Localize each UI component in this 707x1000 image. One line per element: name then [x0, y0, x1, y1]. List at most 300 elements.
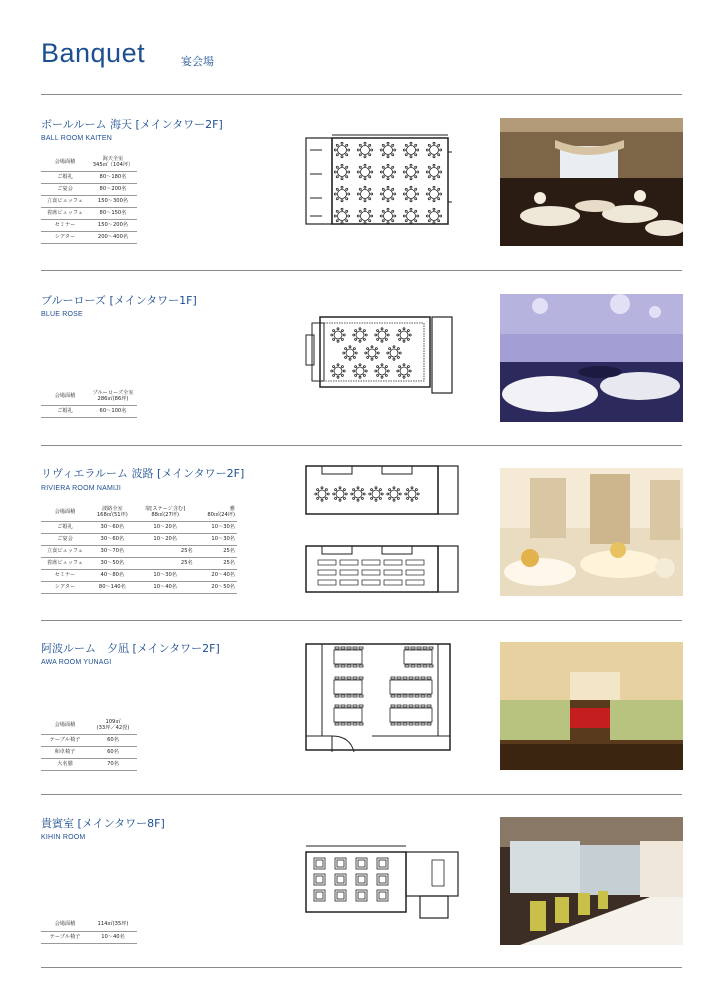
round-table [407, 190, 416, 199]
chair [389, 489, 391, 491]
chair [348, 149, 350, 151]
chair [333, 338, 335, 340]
table [337, 876, 344, 883]
chair [403, 723, 407, 725]
chair [333, 330, 335, 332]
round-table [407, 212, 416, 221]
table-header-label: 会場面積 [41, 153, 89, 172]
chair [341, 164, 343, 166]
photo-namiji [500, 468, 683, 596]
chair [405, 176, 407, 178]
chair [438, 210, 440, 212]
row-value: 80〜200名 [89, 184, 137, 196]
chair [363, 374, 365, 376]
round-table [384, 212, 393, 221]
chair [391, 695, 395, 697]
chair [428, 198, 430, 200]
round-table [407, 146, 416, 155]
chair [387, 178, 389, 180]
chair [336, 188, 338, 190]
floor-plan-kaiten [302, 132, 452, 234]
chair [359, 328, 361, 330]
chair [335, 665, 339, 667]
row-value: 40〜80名 [89, 570, 136, 582]
capacity-table-namiji [41, 503, 237, 594]
row-value: 10〜40名 [89, 931, 137, 943]
chair [353, 705, 357, 707]
chair [367, 348, 369, 350]
chair [359, 166, 361, 168]
chair [392, 188, 394, 190]
round-table [338, 168, 347, 177]
chair [364, 142, 366, 144]
row-value: 60名 [89, 747, 137, 759]
row-value: 70名 [89, 759, 137, 771]
chair [440, 149, 442, 151]
chair [375, 487, 377, 489]
round-table [361, 146, 370, 155]
divider [41, 620, 682, 621]
chair [415, 723, 419, 725]
chair [369, 220, 371, 222]
chair [369, 166, 371, 168]
col-name: 扉[ステージ含む] [145, 505, 186, 512]
classroom-table [318, 580, 336, 585]
chair [403, 695, 407, 697]
chair [349, 358, 351, 360]
chair [353, 489, 355, 491]
chair [353, 370, 355, 372]
chair [391, 705, 395, 707]
chair [415, 705, 419, 707]
chair [382, 198, 384, 200]
chair [438, 144, 440, 146]
chair [405, 647, 409, 649]
chair [359, 364, 361, 366]
chair [337, 340, 339, 342]
row-label: 立食ビュッフェ [41, 546, 89, 558]
classroom-table [406, 580, 424, 585]
chair [433, 208, 435, 210]
round-table [430, 212, 439, 221]
chair [353, 348, 355, 350]
col-name: 波路全室 [101, 505, 123, 512]
chair [397, 489, 399, 491]
chair [334, 149, 336, 151]
chair [359, 154, 361, 156]
chair [335, 489, 337, 491]
col-size: 80㎡(24坪) [207, 512, 235, 518]
chair [364, 164, 366, 166]
chair [367, 356, 369, 358]
table-row [41, 931, 137, 943]
chair [355, 338, 357, 340]
area-name: 海天全室 [102, 155, 124, 162]
floor-plan-namiji [302, 462, 462, 600]
table-header-row [41, 153, 137, 172]
chair [381, 493, 383, 495]
chair [440, 215, 442, 217]
chair [427, 723, 431, 725]
round-table [334, 331, 342, 339]
chair [380, 171, 382, 173]
table-header-row [41, 387, 137, 406]
chair [438, 154, 440, 156]
row-value: 80〜140名 [89, 582, 136, 594]
round-table [361, 168, 370, 177]
divider [41, 94, 682, 95]
row-label: 着席ビュッフェ [41, 208, 89, 220]
chair [359, 220, 361, 222]
floor-plan-yunagi [302, 640, 454, 760]
chair [345, 493, 347, 495]
chair [410, 200, 412, 202]
chair [336, 198, 338, 200]
chair [341, 178, 343, 180]
chair [357, 171, 359, 173]
table-row [41, 759, 137, 771]
chair [397, 348, 399, 350]
chair [377, 366, 379, 368]
area-size: 114㎡(35坪) [89, 917, 137, 931]
chair [380, 193, 382, 195]
chair [407, 338, 409, 340]
chair [371, 193, 373, 195]
table-header-value [89, 387, 137, 406]
chair [397, 705, 401, 707]
chair [438, 176, 440, 178]
chair [359, 665, 363, 667]
photo-yunagi [500, 642, 683, 770]
chair [426, 171, 428, 173]
chair [333, 493, 335, 495]
chair [405, 144, 407, 146]
chair [415, 188, 417, 190]
chair [410, 178, 412, 180]
chair [336, 220, 338, 222]
chair [357, 149, 359, 151]
row-label: 着席ビュッフェ [41, 558, 89, 570]
chair [429, 647, 433, 649]
table-row [41, 208, 137, 220]
chair [371, 489, 373, 491]
classroom-table [340, 580, 358, 585]
chair [347, 695, 351, 697]
chair [321, 487, 323, 489]
table [316, 892, 323, 899]
table [358, 860, 365, 867]
chair [369, 198, 371, 200]
chair [364, 208, 366, 210]
chair [317, 497, 319, 499]
chair [433, 178, 435, 180]
capacity-table-blue-rose [41, 387, 137, 418]
chair [353, 677, 357, 679]
chair [409, 677, 413, 679]
round-table [408, 490, 416, 498]
round-table [378, 367, 386, 375]
chair [337, 376, 339, 378]
row-label: シアター [41, 582, 89, 594]
chair [391, 677, 395, 679]
classroom-table [340, 570, 358, 575]
chair [357, 487, 359, 489]
table [358, 892, 365, 899]
chair [417, 193, 419, 195]
row-value: 10〜20名 [136, 534, 195, 546]
classroom-table [362, 570, 380, 575]
photo-kihin [500, 817, 683, 945]
chair [361, 497, 363, 499]
chair [369, 493, 371, 495]
round-table [430, 146, 439, 155]
table-row [41, 917, 137, 931]
chair [341, 200, 343, 202]
chair [417, 149, 419, 151]
chair [341, 647, 345, 649]
page-title: Banquet [41, 38, 146, 68]
round-table [346, 349, 354, 357]
chair [407, 374, 409, 376]
chair [405, 188, 407, 190]
round-table [336, 490, 344, 498]
chair [403, 376, 405, 378]
chair [345, 348, 347, 350]
chair [365, 334, 367, 336]
area-name: ブルーローズ全室 [92, 389, 134, 396]
chair [387, 200, 389, 202]
table-header-label: 会場面積 [41, 917, 89, 931]
chair [409, 705, 413, 707]
chair [336, 144, 338, 146]
chair [440, 193, 442, 195]
chair [341, 695, 345, 697]
chair [411, 487, 413, 489]
room-subtitle-namiji: RIVIERA ROOM NAMIJI [41, 485, 122, 492]
round-table [384, 168, 393, 177]
chair [359, 695, 363, 697]
chair [399, 352, 401, 354]
chair [359, 198, 361, 200]
row-label: ご婚礼 [41, 406, 89, 418]
chair [359, 210, 361, 212]
chair [347, 677, 351, 679]
chair [355, 374, 357, 376]
chair [335, 705, 339, 707]
chair [410, 156, 412, 158]
chair [375, 370, 377, 372]
room-title-blue-rose: ブルーローズ [メインタワー1F] [41, 294, 197, 307]
chair [405, 220, 407, 222]
col-name: 雅 [229, 505, 235, 512]
chair [387, 352, 389, 354]
chair [410, 164, 412, 166]
divider [41, 445, 682, 446]
row-value: 80〜150名 [89, 208, 137, 220]
capacity-table-yunagi [41, 716, 137, 771]
row-value: 10〜30名 [195, 522, 237, 534]
table-row [41, 232, 137, 244]
chair [387, 370, 389, 372]
chair [411, 665, 415, 667]
chair [387, 156, 389, 158]
capacity-table-kihin [41, 917, 137, 944]
chair [341, 374, 343, 376]
chair [353, 356, 355, 358]
table-row [41, 735, 137, 747]
chair [409, 723, 413, 725]
table-row [41, 747, 137, 759]
chair [359, 144, 361, 146]
chair [346, 166, 348, 168]
round-table [356, 331, 364, 339]
chair [353, 647, 357, 649]
chair [341, 156, 343, 158]
chair [353, 695, 357, 697]
row-label: シアター [41, 232, 89, 244]
row-value: 10〜20名 [136, 522, 195, 534]
round-table [338, 190, 347, 199]
chair [343, 489, 345, 491]
chair [331, 370, 333, 372]
divider [41, 270, 682, 271]
chair [371, 497, 373, 499]
capacity-table-kaiten [41, 153, 137, 244]
chair [399, 493, 401, 495]
table-row [41, 406, 137, 418]
chair [433, 164, 435, 166]
chair [380, 215, 382, 217]
chair [426, 193, 428, 195]
room-subtitle-kihin: KIHIN ROOM [41, 834, 86, 841]
chair [346, 144, 348, 146]
chair [341, 366, 343, 368]
round-table [361, 212, 370, 221]
round-table [384, 190, 393, 199]
row-value: 30〜60名 [89, 534, 136, 546]
table-row [41, 196, 137, 208]
chair [411, 647, 415, 649]
chair [333, 374, 335, 376]
chair [392, 176, 394, 178]
photo-kaiten [500, 118, 683, 246]
row-value: 25名 [136, 546, 195, 558]
chair [363, 330, 365, 332]
chair [377, 352, 379, 354]
row-value: 25名 [136, 558, 195, 570]
chair [415, 154, 417, 156]
chair [336, 154, 338, 156]
chair [341, 677, 345, 679]
chair [364, 200, 366, 202]
chair [393, 499, 395, 501]
chair [359, 176, 361, 178]
area-size: 109㎡ [105, 718, 121, 725]
round-table [384, 146, 393, 155]
row-value: 10〜30名 [195, 534, 237, 546]
chair [375, 348, 377, 350]
chair [355, 366, 357, 368]
chair [440, 171, 442, 173]
chair [415, 497, 417, 499]
chair [381, 328, 383, 330]
chair [341, 222, 343, 224]
chair [427, 677, 431, 679]
chair [410, 142, 412, 144]
chair [364, 178, 366, 180]
room-title-kaiten: ボールルーム 海天 [メインタワー2F] [41, 118, 223, 131]
chair [321, 499, 323, 501]
round-table [338, 146, 347, 155]
row-value: 60〜100名 [89, 406, 137, 418]
chair [357, 499, 359, 501]
chair [382, 154, 384, 156]
chair [343, 334, 345, 336]
chair [379, 489, 381, 491]
chair [371, 346, 373, 348]
chair [349, 346, 351, 348]
row-value: 30〜50名 [89, 558, 136, 570]
chair [377, 330, 379, 332]
chair [394, 149, 396, 151]
round-table [354, 490, 362, 498]
chair [369, 154, 371, 156]
row-label: ご婚礼 [41, 172, 89, 184]
chair [393, 358, 395, 360]
chair [341, 186, 343, 188]
table [334, 680, 362, 694]
table-header-label: 会場面積 [41, 716, 89, 735]
chair [392, 220, 394, 222]
chair [371, 149, 373, 151]
chair [392, 154, 394, 156]
chair [438, 166, 440, 168]
chair [438, 198, 440, 200]
row-value: 20〜50名 [195, 582, 237, 594]
row-label: テーブル椅子 [41, 931, 89, 943]
table-col-header [89, 503, 136, 522]
table [379, 876, 386, 883]
chair [369, 144, 371, 146]
row-value: 30〜60名 [89, 522, 136, 534]
chair [364, 186, 366, 188]
table [334, 650, 362, 664]
chair [392, 166, 394, 168]
chair [387, 334, 389, 336]
table [390, 708, 432, 722]
chair [410, 222, 412, 224]
area-size: 286㎡(86坪) [97, 396, 129, 402]
chair [407, 497, 409, 499]
chair [438, 220, 440, 222]
row-label: ご宴会 [41, 534, 89, 546]
row-label: 和卓椅子 [41, 747, 89, 759]
chair [399, 330, 401, 332]
chair [433, 222, 435, 224]
classroom-table [384, 560, 402, 565]
classroom-table [362, 560, 380, 565]
chair [394, 215, 396, 217]
chair [353, 665, 357, 667]
chair [337, 328, 339, 330]
chair [359, 677, 363, 679]
chair [337, 364, 339, 366]
chair [341, 208, 343, 210]
chair [391, 723, 395, 725]
chair [426, 215, 428, 217]
table-row [41, 522, 237, 534]
classroom-table [318, 570, 336, 575]
